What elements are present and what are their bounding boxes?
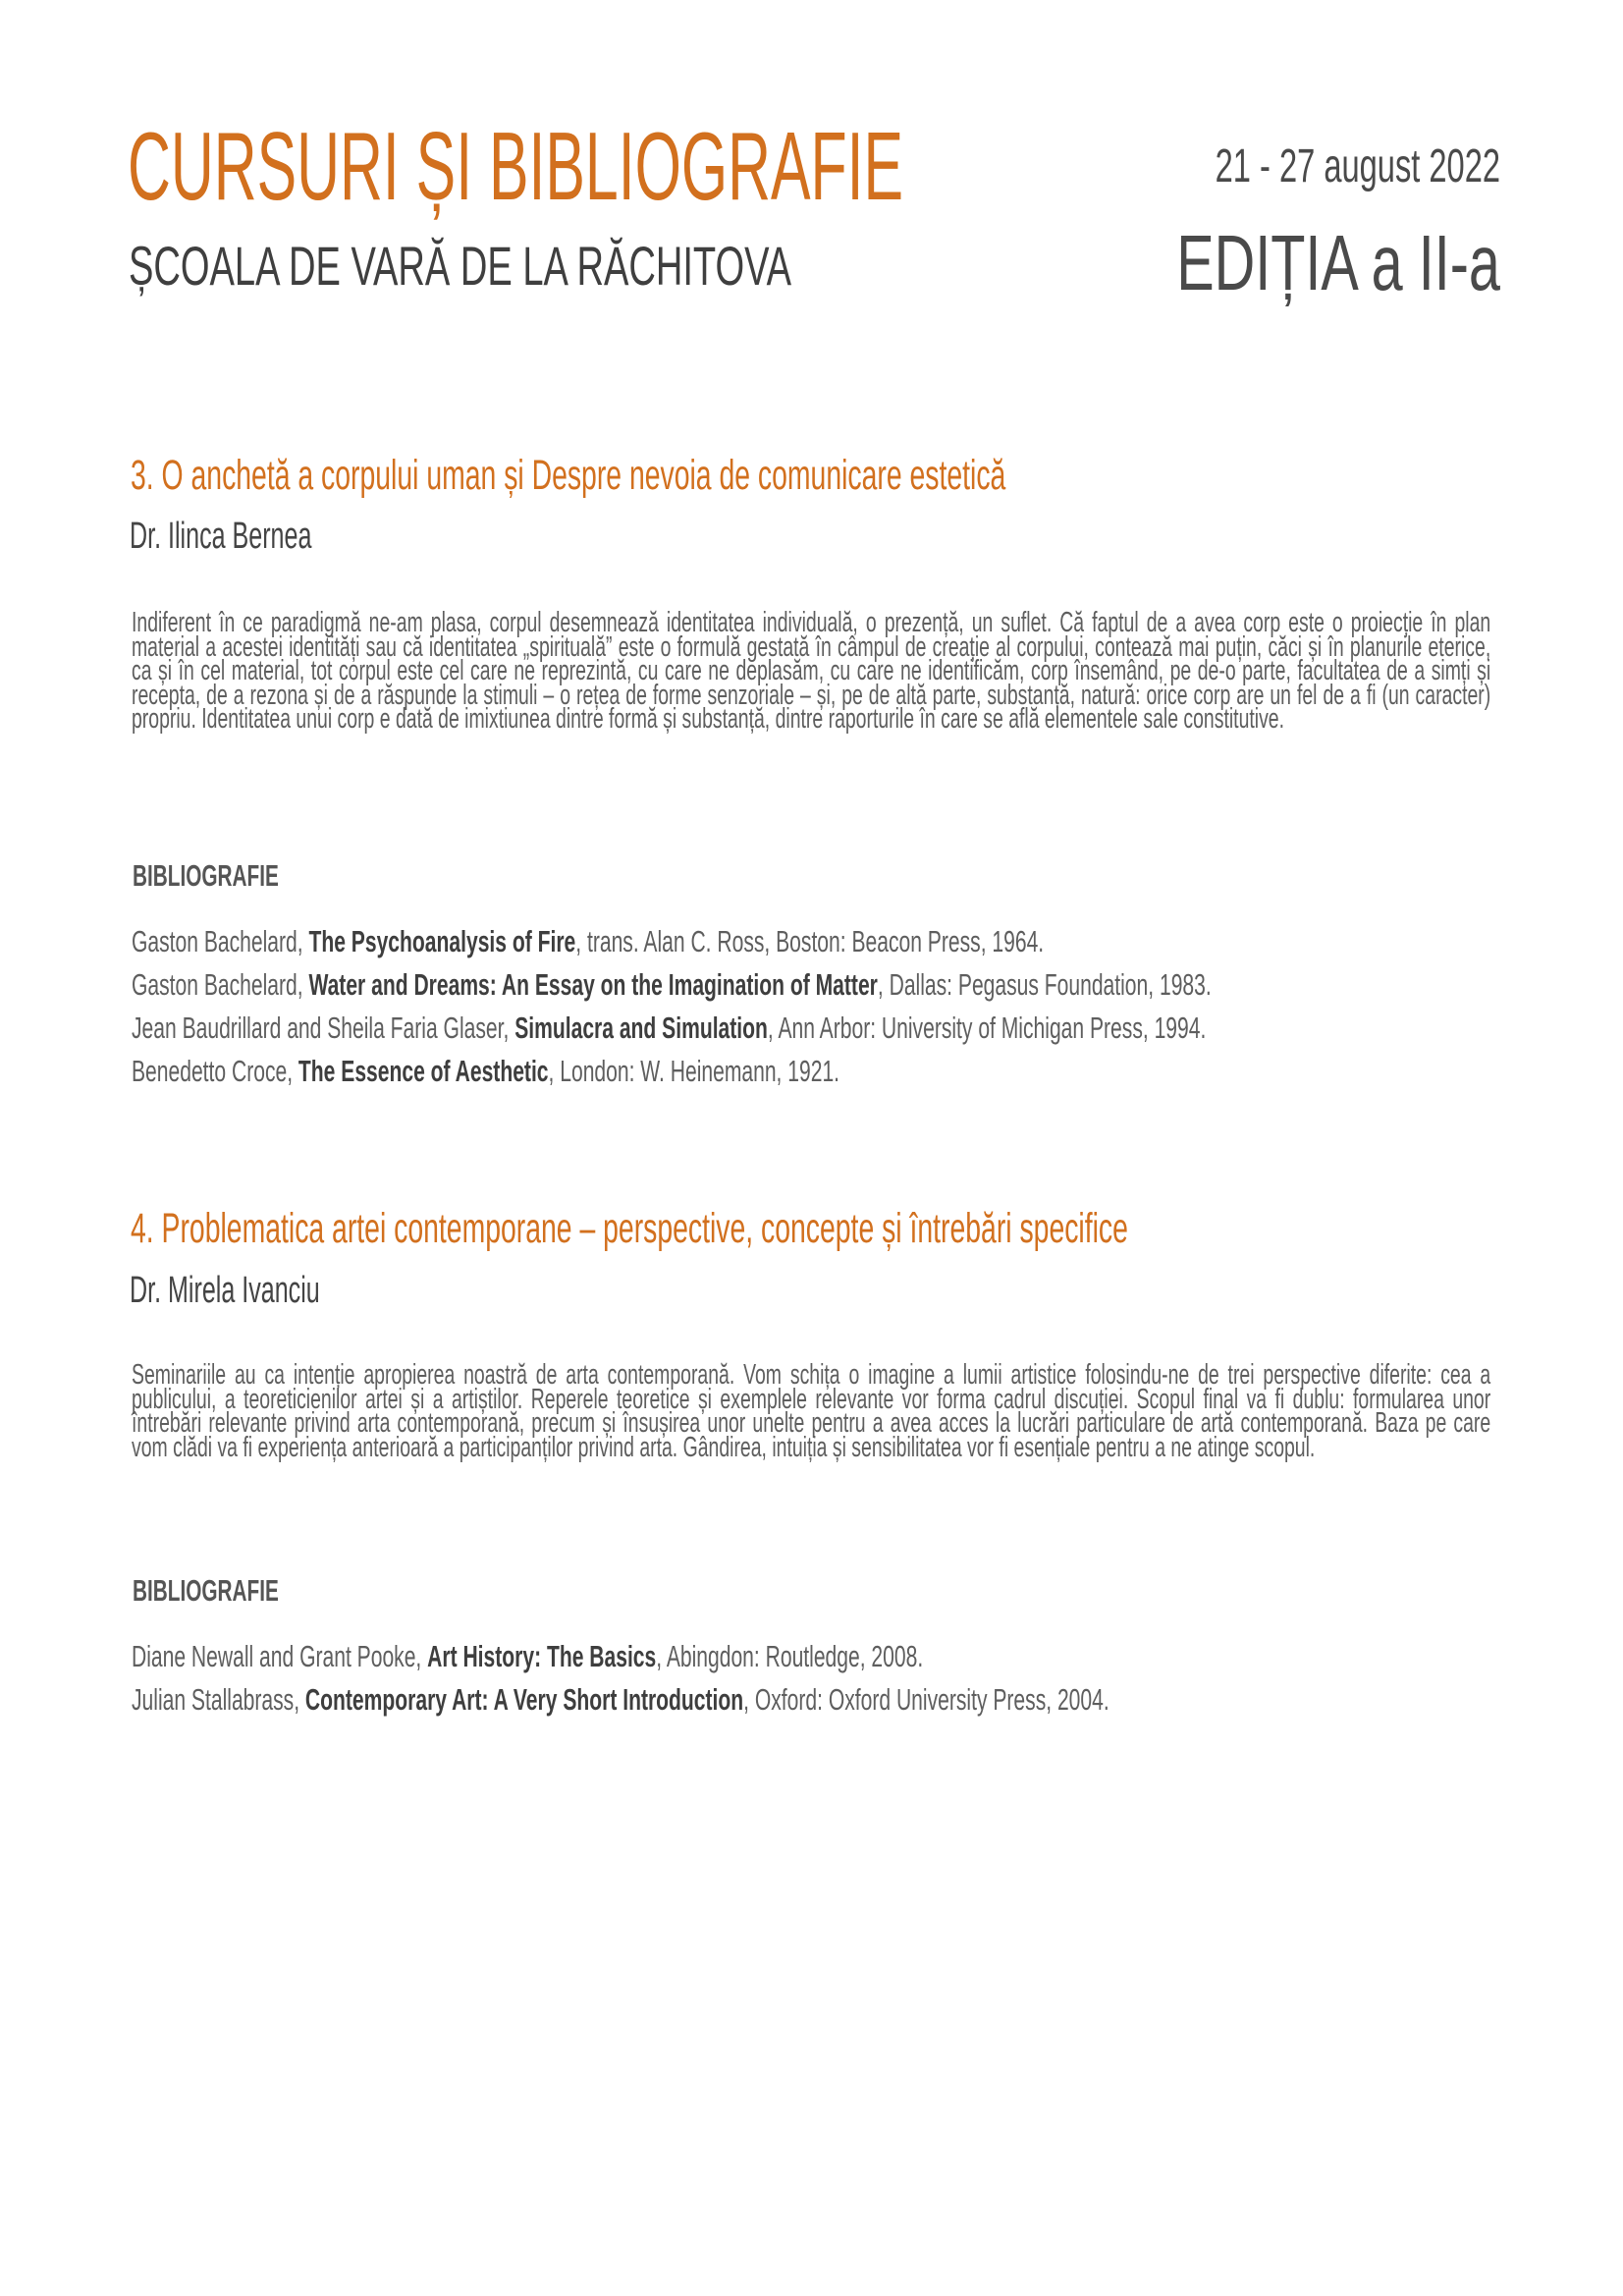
course-author: Dr. Mirela Ivanciu	[130, 1270, 320, 1311]
entry-title: Water and Dreams: An Essay on the Imagination of Matter	[308, 967, 878, 1002]
bibliography-entry	[132, 920, 1212, 963]
course-description: Seminariile au ca intenție apropierea noastră de arta contemporană. Vom schița o imagine a lumii artistice folosindu-ne de trei perspective diferite: cea a publicului, a teoreticienilor artei și a artiștilor. Reperele teoretice și exemplele relevante vor forma cadrul discuției. Scopul final va fi dublu: formularea unor întrebări relevante privind arta contemporană, precum și însușirea unor unelte pentru a avea acces la lucrări particulare de artă contemporană. Baza pe care vom clădi va fi experiența anterioară a participanților privind arta. Gândirea, intuiția și sensibilitatea vor fi esențiale pentru a ne atinge scopul.	[132, 1359, 1491, 1463]
bibliography-entry	[132, 1678, 1109, 1722]
course-title: 3. O anchetă a corpului uman și Despre nevoia de comunicare estetică	[131, 452, 1006, 499]
bibliography-entry	[132, 1635, 1109, 1678]
bibliography-entry	[132, 1050, 1212, 1093]
entry-details: , trans. Alan C. Ross, Boston: Beacon Press, 1964.	[575, 924, 1045, 958]
page-title: CURSURI ȘI BIBLIOGRAFIE	[128, 112, 904, 220]
entry-title: The Essence of Aesthetic	[298, 1054, 549, 1088]
course-title: 4. Problematica artei contemporane – perspective, concepte și întrebări specifice	[131, 1205, 1128, 1252]
bibliography-entry	[132, 1007, 1212, 1050]
entry-details: , London: W. Heinemann, 1921.	[548, 1054, 840, 1088]
bibliography-entry	[132, 963, 1212, 1007]
entry-author: Gaston Bachelard,	[132, 967, 309, 1002]
course-author: Dr. Ilinca Bernea	[130, 516, 312, 557]
page-subtitle: ȘCOALA DE VARĂ DE LA RĂCHITOVA	[129, 235, 792, 297]
edition-label: EDIȚIA a II-a	[1176, 219, 1500, 306]
entry-author: Julian Stallabrass,	[132, 1682, 305, 1717]
event-dates: 21 - 27 august 2022	[1215, 140, 1500, 192]
course-description: Indiferent în ce paradigmă ne-am plasa, corpul desemnează identitatea individuală, o prezență, un suflet. Că faptul de a avea corp este o proiecție în plan material a acestei identități sau că identitatea „spirituală” este o formulă gestată în câmpul de creație al corpului, contează mai puțin, căci și în planurile eterice, ca și în cel material, tot corpul este cel care ne reprezintă, cu care ne deplasăm, cu care ne identificăm, corp însemând, pe de-o parte, facultatea de a simți și recepta, de a rezona și de a răspunde la stimuli – o rețea de forme senzoriale – și, pe de altă parte, substanță, natură: orice corp are un fel de a fi (un caracter) propriu. Identitatea unui corp e dată de imixtiunea dintre formă și substanță, dintre raporturile în care se află elementele sale constitutive.	[132, 607, 1491, 735]
entry-author: Gaston Bachelard,	[132, 924, 309, 958]
entry-title: The Psychoanalysis of Fire	[308, 924, 576, 958]
bibliography-list	[132, 1635, 1569, 1722]
entry-title: Simulacra and Simulation	[514, 1011, 768, 1045]
bibliography-heading: BIBLIOGRAFIE	[133, 1573, 279, 1608]
entry-author: Benedetto Croce,	[132, 1054, 298, 1088]
entry-title: Art History: The Basics	[427, 1639, 657, 1673]
entry-details: , Dallas: Pegasus Foundation, 1983.	[877, 967, 1212, 1002]
entry-details: , Oxford: Oxford University Press, 2004.	[743, 1682, 1109, 1717]
entry-author: Jean Baudrillard and Sheila Faria Glaser,	[132, 1011, 515, 1045]
bibliography-list	[132, 920, 1623, 1093]
entry-details: , Abingdon: Routledge, 2008.	[656, 1639, 924, 1673]
entry-details: , Ann Arbor: University of Michigan Press, 1994.	[767, 1011, 1207, 1045]
bibliography-heading: BIBLIOGRAFIE	[133, 858, 279, 893]
entry-author: Diane Newall and Grant Pooke,	[132, 1639, 428, 1673]
entry-title: Contemporary Art: A Very Short Introduction	[304, 1682, 744, 1717]
